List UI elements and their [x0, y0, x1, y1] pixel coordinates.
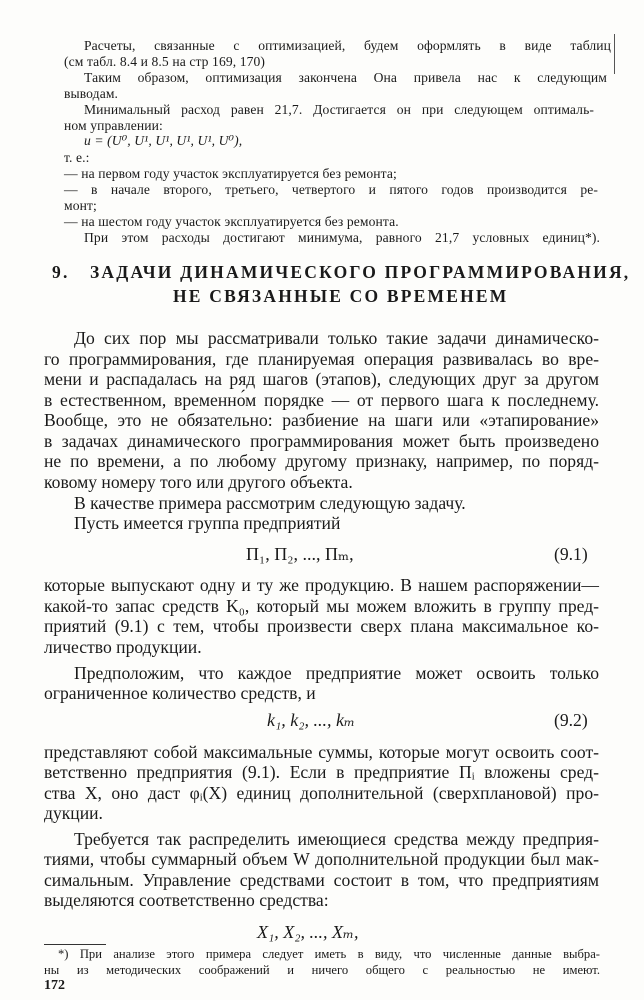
footnote-line-2: ны из методических соображений и ничего общего с реальностью не имеют. — [44, 963, 600, 977]
para7-line-2: тиями, чтобы суммарный объем W дополнительной продукции был мак- — [44, 849, 599, 869]
para1-line-3: мени и распадалась на ряд шагов (этапов), следующих друг за другом — [44, 369, 599, 389]
top-line-1: Расчеты, связанные с оптимизацией, будем оформлять в виде таблиц — [84, 38, 611, 53]
para1-line-5: Вообще, это не обязательно: разбиение на шаги или «этапирование» — [44, 410, 599, 430]
top-line-8: т. е.: — [64, 150, 90, 165]
equation-allocation: X₁, X₂, ..., Xₘ, — [257, 922, 359, 942]
para7-line-4: выделяются соответственно средства: — [44, 890, 329, 910]
top-line-3: Таким образом, оптимизация закончена Она привела нас к следующим — [84, 70, 607, 85]
top-line-4: выводам. — [64, 86, 119, 101]
para4-line-2: какой-то запас средств K₀, который мы можем вложить в группу пред- — [44, 596, 599, 616]
top-line-13: При этом расходы достигают минимума, равного 21,7 условных единиц*). — [84, 230, 600, 245]
top-line-5: Минимальный расход равен 21,7. Достигается он при следующем оптималь- — [84, 102, 594, 117]
para5-line-1: Предположим, что каждое предприятие может освоить только — [74, 663, 599, 683]
para3: Пусть имеется группа предприятий — [74, 513, 341, 533]
para6-line-4: дукции. — [44, 803, 103, 823]
para6-line-2: ветственно предприятия (9.1). Если в предприятие Пᵢ вложены сред- — [44, 762, 599, 782]
para6-line-1: представляют собой максимальные суммы, которые могут освоить соот- — [44, 742, 599, 762]
para1-line-2: го программирования, где планируемая операция развивалась во вре- — [44, 349, 599, 369]
top-line-11: монт; — [64, 198, 97, 213]
equation-9-1-number: (9.1) — [554, 544, 588, 564]
para2: В качестве примера рассмотрим следующую задачу. — [74, 493, 466, 513]
equation-9-1: П₁, П₂, ..., Пₘ, — [246, 544, 354, 564]
para7-line-3: симальным. Управление средствами состоит в том, что предприятиям — [44, 870, 599, 890]
para4-line-4: личество продукции. — [44, 637, 202, 657]
section-title-line-2: НЕ СВЯЗАННЫЕ СО ВРЕМЕНЕМ — [173, 286, 509, 306]
para5-line-2: ограниченное количество средств, и — [44, 683, 316, 703]
para1-line-4: в естественном, временно́м порядке — от первого шага к последнему. — [44, 390, 599, 410]
scan-edge-mark — [614, 34, 615, 74]
para1-line-1: До сих пор мы рассматривали только такие задачи динамическо- — [74, 328, 599, 348]
equation-9-2: k₁, k₂, ..., kₘ — [267, 710, 356, 730]
top-line-10: — в начале второго, третьего, четвертого и пятого годов производится ре- — [64, 182, 598, 197]
footnote-line-1: *) При анализе этого примера следует иметь в виду, что численные данные выбра- — [58, 947, 600, 961]
equation-9-2-number: (9.2) — [554, 710, 588, 730]
para6-line-3: ства X, оно даст φᵢ(X) единиц дополнительной (сверхплановой) про- — [44, 783, 599, 803]
control-vector: u = (U⁰, U¹, U¹, U¹, U¹, U⁰), — [84, 133, 243, 148]
top-line-2: (см табл. 8.4 и 8.5 на стр 169, 170) — [64, 54, 266, 69]
page-number: 172 — [44, 978, 65, 993]
para7-line-1: Требуется так распределить имеющиеся средства между предприя- — [74, 829, 599, 849]
para1-line-6: в задачах динамического программирования может быть произведено — [44, 431, 599, 451]
section-number: 9. — [52, 262, 70, 282]
para4-line-3: приятий (9.1) с тем, чтобы произвести сверх плана максимальное ко- — [44, 616, 599, 636]
section-title-line-1: ЗАДАЧИ ДИНАМИЧЕСКОГО ПРОГРАММИРОВАНИЯ, — [90, 262, 631, 282]
para1-line-7: не по времени, а по любому другому признаку, например, по поряд- — [44, 451, 599, 471]
top-line-6: ном управлении: — [64, 118, 163, 133]
para4-line-1: которые выпускают одну и ту же продукцию. В нашем распоряжении— — [44, 575, 599, 595]
top-line-12: — на шестом году участок эксплуатируется без ремонта. — [64, 214, 399, 229]
para1-line-8: ковому номеру того или другого объекта. — [44, 472, 353, 492]
footnote-rule — [44, 944, 106, 945]
top-line-9: — на первом году участок эксплуатируется без ремонта; — [64, 166, 397, 181]
